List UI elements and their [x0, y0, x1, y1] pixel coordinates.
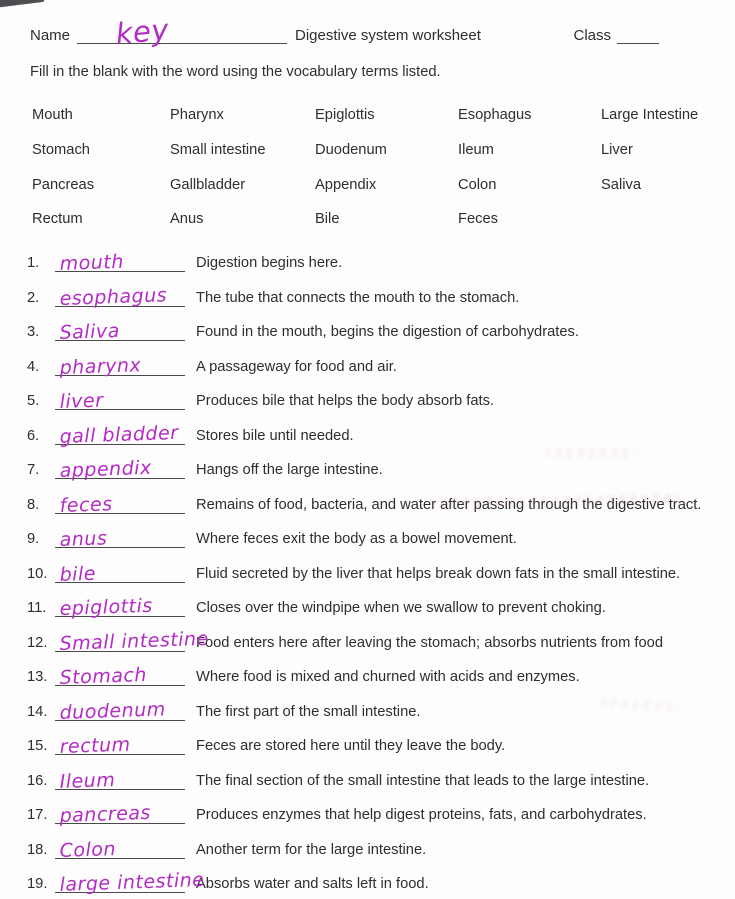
question-number: 11.: [27, 600, 47, 617]
answer-blank-line: [55, 421, 185, 448]
question-clue: Absorbs water and salts left in food.: [196, 876, 429, 893]
vocab-term: Esophagus: [458, 107, 532, 124]
handwritten-answer: gall bladder: [59, 421, 179, 448]
handwritten-answer: rectum: [59, 733, 131, 759]
class-blank-line: [617, 27, 659, 44]
class-label: Class: [573, 27, 611, 44]
vocab-term: Pancreas: [32, 176, 95, 193]
name-label: Name: [30, 27, 71, 44]
vocab-term: Large Intestine: [601, 107, 699, 124]
answer-blank-line: [55, 869, 205, 897]
question-row: [27, 313, 735, 348]
question-row: [27, 796, 735, 831]
vocabulary-bank: [32, 98, 735, 237]
vocab-term: Pharynx: [170, 107, 224, 124]
vocab-term: Epiglottis: [315, 107, 375, 124]
vocab-term: Saliva: [601, 176, 642, 193]
handwritten-name-answer: key: [114, 12, 171, 51]
question-row: [27, 623, 735, 658]
handwritten-answer: Colon: [59, 837, 117, 862]
answer-blank-line: [55, 627, 210, 655]
handwritten-answer: pancreas: [59, 802, 152, 828]
vocab-term: Colon: [458, 176, 497, 193]
scan-bleed-artifact: [545, 448, 635, 458]
worksheet-header: [0, 0, 735, 51]
vocab-term: Gallbladder: [170, 176, 246, 193]
question-row: [27, 278, 735, 313]
question-number: 4.: [27, 358, 40, 375]
question-clue: Fluid secreted by the liver that helps break down fats in the small intestine.: [196, 565, 681, 582]
question-number: 8.: [27, 496, 40, 513]
question-row: [27, 761, 735, 796]
question-number: 10.: [27, 565, 48, 582]
handwritten-answer: esophagus: [59, 284, 168, 310]
name-blank-line: [77, 12, 287, 51]
question-list: [27, 244, 735, 899]
vocab-term: Stomach: [32, 142, 90, 159]
question-row: [27, 520, 735, 555]
handwritten-answer: liver: [59, 389, 104, 414]
question-clue: Where food is mixed and churned with acids and enzymes.: [196, 669, 580, 686]
answer-blank-line: [55, 664, 185, 690]
answer-blank-line: [55, 837, 185, 862]
question-number: 2.: [27, 289, 40, 306]
question-row: [27, 658, 735, 693]
answer-blank-line: [55, 802, 185, 828]
answer-blank-line: [55, 492, 185, 517]
handwritten-answer: mouth: [59, 251, 125, 276]
question-clue: The tube that connects the mouth to the stomach.: [196, 289, 520, 306]
vocab-term: Liver: [601, 142, 633, 159]
question-number: 18.: [27, 841, 48, 858]
vocab-term: Small intestine: [170, 142, 266, 159]
question-clue: Stores bile until needed.: [196, 427, 354, 444]
answer-blank-line: [55, 595, 185, 621]
vocab-term: Bile: [315, 211, 340, 228]
handwritten-answer: bile: [59, 562, 97, 586]
question-row: [27, 865, 735, 899]
question-row: [27, 692, 735, 727]
handwritten-answer: large intestine: [59, 869, 205, 897]
question-clue: Feces are stored here until they leave the body.: [196, 738, 506, 755]
question-clue: A passageway for food and air.: [196, 358, 397, 375]
answer-blank-line: [55, 457, 185, 483]
question-number: 15.: [27, 738, 48, 755]
answer-blank-line: [55, 389, 185, 414]
vocab-term: Mouth: [32, 107, 73, 124]
answer-blank-line: [55, 284, 185, 310]
answer-blank-line: [55, 768, 185, 793]
answer-blank-line: [55, 251, 185, 276]
answer-blank-line: [55, 698, 185, 724]
question-number: 19.: [27, 876, 48, 893]
question-number: 7.: [27, 462, 40, 479]
question-number: 13.: [27, 669, 48, 686]
question-number: 14.: [27, 703, 48, 720]
question-clue: Where feces exit the body as a bowel movement.: [196, 531, 517, 548]
question-row: [27, 244, 735, 279]
question-number: 17.: [27, 807, 48, 824]
handwritten-answer: anus: [59, 527, 108, 552]
question-clue: Another term for the large intestine.: [196, 841, 427, 858]
vocab-term: Rectum: [32, 211, 83, 228]
question-clue: Closes over the windpipe when we swallow to prevent choking.: [196, 600, 606, 617]
handwritten-answer: appendix: [59, 457, 153, 483]
handwritten-answer: feces: [59, 492, 113, 517]
question-number: 16.: [27, 772, 48, 789]
question-clue: Found in the mouth, begins the digestion of carbohydrates.: [196, 324, 579, 341]
handwritten-answer: Saliva: [59, 320, 121, 345]
handwritten-answer: Stomach: [59, 664, 148, 690]
question-number: 9.: [27, 531, 40, 548]
answer-blank-line: [55, 733, 185, 759]
question-row: [27, 347, 735, 382]
vocab-term: Appendix: [315, 176, 377, 193]
question-clue: Produces enzymes that help digest proteins, fats, and carbohydrates.: [196, 807, 647, 824]
answer-blank-line: [55, 320, 185, 345]
answer-blank-line: [55, 562, 185, 586]
question-number: 6.: [27, 427, 40, 444]
vocab-term: Ileum: [458, 142, 494, 159]
instruction-text: Fill in the blank with the word using the vocabulary terms listed.: [30, 64, 441, 80]
handwritten-answer: Small intestine: [59, 627, 210, 655]
worksheet-title: Digestive system worksheet: [295, 27, 481, 44]
vocab-term: Anus: [170, 211, 204, 228]
question-number: 3.: [27, 324, 40, 341]
question-row: [27, 727, 735, 762]
vocab-term: Duodenum: [315, 142, 387, 159]
question-number: 12.: [27, 634, 48, 651]
handwritten-answer: pharynx: [59, 353, 142, 379]
question-row: [27, 382, 735, 417]
question-clue: Digestion begins here.: [196, 255, 343, 272]
question-number: 1.: [27, 255, 40, 272]
vocab-term: Feces: [458, 211, 498, 228]
question-row: [27, 554, 735, 589]
question-clue: The first part of the small intestine.: [196, 703, 421, 720]
class-field: [573, 27, 659, 44]
question-clue: Hangs off the large intestine.: [196, 462, 383, 479]
handwritten-answer: Ileum: [59, 768, 116, 793]
question-row: [27, 416, 735, 451]
answer-blank-line: [55, 353, 185, 379]
handwritten-answer: epiglottis: [59, 595, 154, 621]
question-clue: Produces bile that helps the body absorb fats.: [196, 393, 495, 410]
question-row: [27, 830, 735, 865]
question-number: 5.: [27, 393, 40, 410]
answer-blank-line: [55, 527, 185, 552]
question-clue: The final section of the small intestine that leads to the large intestine.: [196, 772, 650, 789]
question-row: [27, 589, 735, 624]
question-clue: Food enters here after leaving the stomach; absorbs nutrients from food: [196, 634, 663, 651]
handwritten-answer: duodenum: [59, 698, 167, 724]
question-clue: Remains of food, bacteria, and water after passing through the digestive tract.: [196, 496, 702, 513]
